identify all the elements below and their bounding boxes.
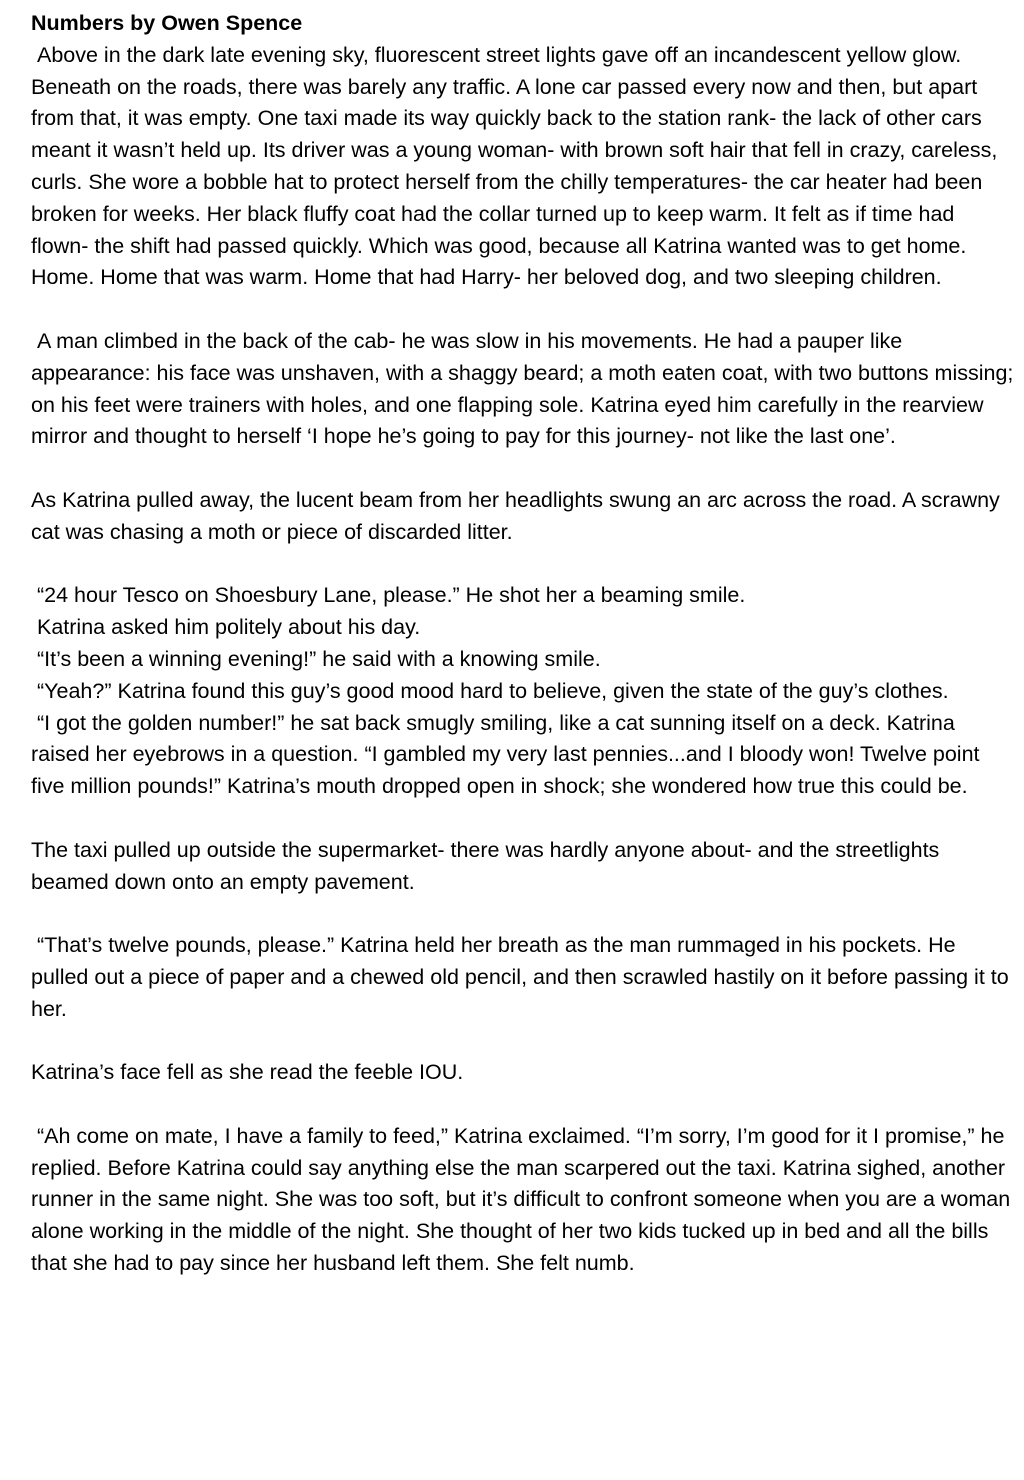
dialogue-line: “Yeah?” Katrina found this guy’s good mood hard to believe, given the state of the guy’s clothes. (31, 678, 949, 703)
paragraph: Above in the dark late evening sky, fluorescent street lights gave off an incandescent yellow glow. Beneath on the roads, there was barely any traffic. A lone car passed every now and then, but apart from that, it was empty. One taxi made its way quickly back to the station rank- the lack of other cars meant it wasn’t held up. Its driver was a young woman- with brown soft hair that fell in crazy, careless, curls. She wore a bobble hat to protect herself from the chilly temperatures- the car heater had been broken for weeks. Her black fluffy coat had the collar turned up to keep warm. It felt as if time had flown- the shift had passed quickly. Which was good, because all Katrina wanted was to get home. Home. Home that was warm. Home that had Harry- her beloved dog, and two sleeping children. (31, 42, 1004, 290)
document-body (31, 8, 1020, 1280)
paragraph: A man climbed in the back of the cab- he was slow in his movements. He had a pauper like appearance: his face was unshaven, with a shaggy beard; a moth eaten coat, with two buttons missing; on his feet were trainers with holes, and one flapping sole. Katrina eyed him carefully in the rearview mirror and thought to herself ‘I hope he’s going to pay for this journey- not like the last one’. (31, 328, 1020, 449)
paragraph: Katrina’s face fell as she read the feeble IOU. (31, 1060, 464, 1085)
document-title: Numbers by Owen Spence (31, 11, 303, 35)
paragraph-gap (31, 1026, 1016, 1058)
paragraph: The taxi pulled up outside the supermarket- there was hardly anyone about- and the streetlights beamed down onto an empty pavement. (31, 837, 946, 894)
dialogue-line: Katrina asked him politely about his day. (31, 615, 421, 640)
paragraph-gap (31, 549, 1016, 581)
paragraph-gap (31, 803, 1016, 835)
dialogue-line: “24 hour Tesco on Shoesbury Lane, please.” He shot her a beaming smile. (31, 583, 746, 608)
dialogue-line: “It’s been a winning evening!” he said with a knowing smile. (31, 646, 601, 671)
paragraph-gap (31, 294, 1016, 326)
paragraph: “Ah come on mate, I have a family to feed,” Katrina exclaimed. “I’m sorry, I’m good for it I promise,” he replied. Before Katrina could say anything else the man scarpered out the taxi. Katrina sighed, another runner in the same night. She was too soft, but it’s difficult to confront someone when you are a woman alone working in the middle of the night. She thought of her two kids tucked up in bed and all the bills that she had to pay since her husband left them. She felt numb. (31, 1123, 1017, 1276)
paragraph-gap (31, 1089, 1016, 1121)
paragraph: As Katrina pulled away, the lucent beam from her headlights swung an arc across the road. A scrawny cat was chasing a moth or piece of discarded litter. (31, 487, 1006, 544)
dialogue-line: “I got the golden number!” he sat back smugly smiling, like a cat sunning itself on a deck. Katrina raised her eyebrows in a question. “I gambled my very last pennies...and I bloody won! Twelve point five million pounds!” Katrina’s mouth dropped open in shock; she wondered how true this could be. (31, 710, 986, 799)
paragraph: “That’s twelve pounds, please.” Katrina held her breath as the man rummaged in his pockets. He pulled out a piece of paper and a chewed old pencil, and then scrawled hastily on it before passing it to her. (31, 933, 1015, 1021)
paragraph-gap (31, 898, 1016, 930)
paragraph-gap (31, 453, 1016, 485)
